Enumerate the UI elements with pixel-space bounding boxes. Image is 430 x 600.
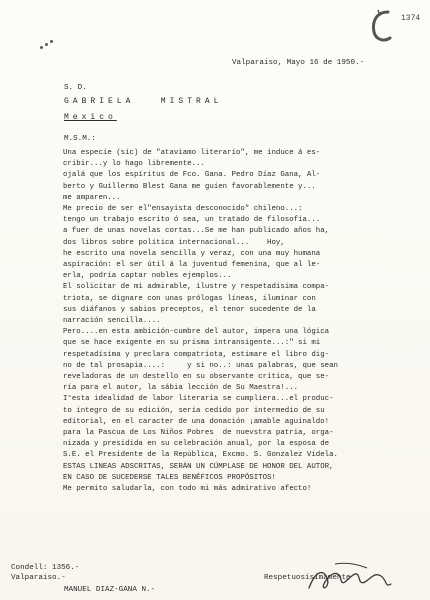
body-line: no de tal prosapia....: y si no..: unas palabras, que sean (63, 361, 338, 370)
ink-dots-mark (40, 40, 54, 50)
handwritten-signature (305, 558, 395, 598)
body-line: respetadísima y preclara compatriota, estimare el libro dig- (63, 350, 330, 359)
body-line: El solicitar de mi admirable, ilustre y respetadísima compa- (63, 283, 330, 292)
address-line-street: Condell: 1356.- (11, 564, 80, 572)
body-line: nizada y presidida en su celebración anual, por la esposa de (63, 440, 330, 449)
body-line: I°esta idealidad de labor literaria se cumpliera...el produc- (63, 395, 334, 404)
body-line: Me permito saludarla, con todo mi más admirativo afecto! (63, 485, 312, 494)
body-line: aspiración: el ser útil á la juventud femenina, que al le- (63, 261, 321, 270)
body-line: ojalá que los espíritus de Fco. Gana. Pedro Díaz Gana, Al- (63, 171, 321, 180)
salutation-sd: S. D. (64, 84, 87, 92)
body-line: EN CASO DE SUCEDERSE TALES BENÉFICOS PROPÓSITOS! (63, 473, 276, 482)
body-line: berto y Guillermo Blest Gana me guíen favorablemente y... (63, 182, 316, 191)
body-line: triota, se dignare con unas prólogas líneas, iluminar con (63, 294, 316, 303)
author-name: MANUEL DIAZ-GANA N.- (64, 586, 156, 594)
body-line: sus diáfanos y sabios preceptos, el tenor sucedente de la (63, 305, 316, 314)
letter-body (63, 148, 423, 495)
body-line: Una especie (sic) de "ataviamo literario", me induce á es- (63, 149, 321, 157)
body-line: ría para el autor, la sábia lección de Su Maestra!... (63, 384, 299, 393)
date-line: Valparaiso, Mayo 16 de 1950.- (232, 59, 365, 67)
recipient-name: GABRIELA MISTRAL (64, 97, 223, 106)
page-number: 1374 (401, 14, 421, 23)
body-line: cribir...y lo hago libremente... (63, 160, 205, 169)
body-line: narración sencilla.... (63, 317, 161, 326)
body-line: Pero....en esta ambición-cumbre del autor, impera una lógica (63, 328, 330, 337)
body-line: dos libros sobre política internacional... Hoy, (63, 238, 285, 247)
body-line: erla, podría captar nobles ejemplos... (63, 272, 232, 281)
body-line: S.E. el Presidente de la República, Excmo. S. Gonzalez Videla. (63, 451, 338, 460)
pencil-c-mark (368, 6, 398, 46)
body-line: para la Pascua de Los Niños Pobres de nuevstra patria, orga- (63, 429, 334, 438)
body-line: to íntegro de su edición, sería cedido por intermedio de su (63, 406, 325, 415)
body-line: a fuer de unas novelas cortas...Se me han publicado años ha, (63, 227, 330, 236)
body-line: reveladoras de un destello en su observante crítica, que se- (63, 373, 330, 382)
body-line: que se hace exigente en su prisma intransigente...:" si mi (63, 339, 321, 348)
body-line: me amparen... (63, 193, 121, 202)
body-line: he escrito una novela sencilla y veraz, con una muy humana (63, 249, 321, 258)
recipient-city: Mexico (64, 113, 117, 122)
body-line: tengo un trabajo escrito ó sea, un tratado de filosofía... (63, 216, 321, 225)
address-line-city: Valparaiso.- (11, 574, 66, 582)
body-line: editorial, en el caracter de una donación ¡amable aguinaldo! (63, 417, 330, 426)
body-line: Me precio de ser el"ensayista desconocido" chileno...: (63, 205, 303, 214)
body-line: ESTAS LINEAS ADSCRITAS, SERÁN UN CÚMPLASE DE HONOR DEL AUTOR, (63, 462, 334, 471)
greeting: M.S.M.: (64, 135, 96, 143)
closing: Respetuosísimamente (264, 574, 351, 582)
